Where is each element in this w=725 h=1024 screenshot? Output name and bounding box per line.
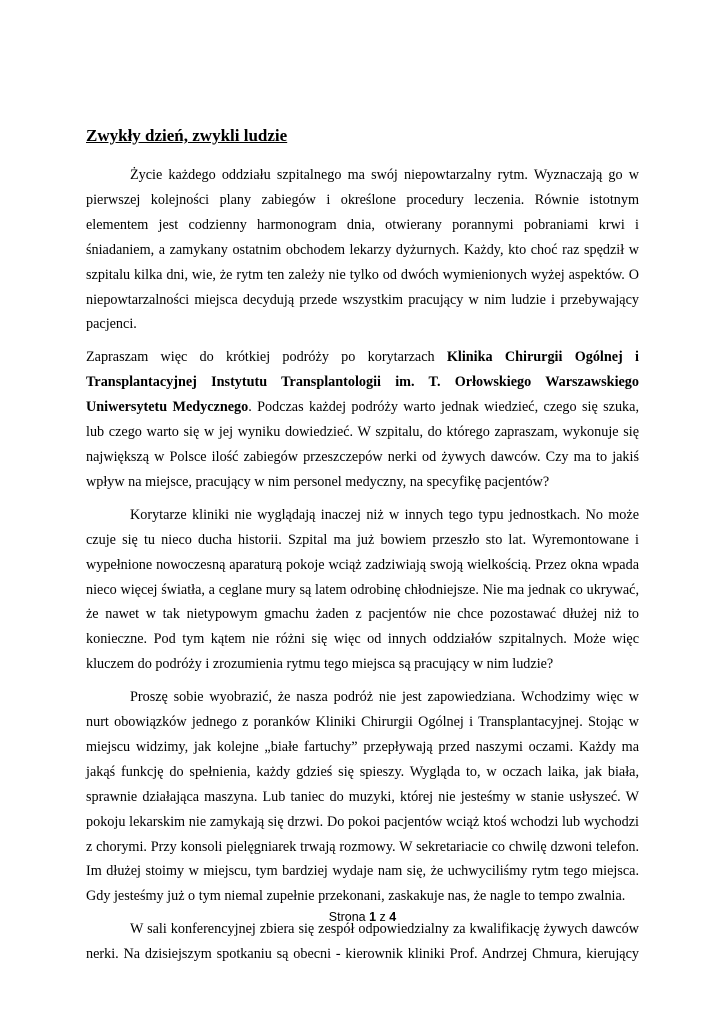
footer-separator: z xyxy=(376,910,390,924)
document-body xyxy=(86,163,639,967)
footer-page-total: 4 xyxy=(389,910,397,924)
paragraph-2-rest: . Podczas każdej podróży warto jednak wiedzieć, czego się szuka, lub czego warto się w jej wyniku dowiedzieć. W szpitalu, do którego zapraszam, wykonuje się największą w Polsce ilość zabiegów przeszczepów nerki od żywych dawców. Czy ma to jakiś wpływ na miejsce, pracujący w nim personel medyczny, na specyfikę pacjentów? xyxy=(86,399,639,490)
page-footer xyxy=(0,910,725,924)
footer-prefix: Strona xyxy=(328,910,370,924)
paragraph-5: W sali konferencyjnej zbiera się zespół odpowiedzialny za kwalifikację żywych dawców nerki. Na dzisiejszym spotkaniu są obecni - kierownik kliniki Prof. Andrzej Chmura, kierujący xyxy=(86,921,639,963)
paragraph-3: Korytarze kliniki nie wyglądają inaczej niż w innych tego typu jednostkach. No może czuje się tu nieco ducha historii. Szpital ma już bowiem przeszło sto lat. Wyremontowane i wypełnione nowoczesną aparaturą pokoje wciąż zadziwiają swoją wielkością. Przez okna wpada nieco więcej światła, a ceglane mury są latem odrobinę chłodniejsze. Nie ma jednak co ukrywać, że nawet w tak nietypowym gmachu żaden z pacjentów nie chce pozostawać dłużej niż to konieczne. Pod tym kątem nie różni się więc od innych oddziałów szpitalnych. Może więc kluczem do podróży i zrozumienia rytmu tego miejsca są pracujący w nim ludzie? xyxy=(86,506,639,673)
clinic-name: Klinika Chirurgii Ogólnej i Transplantacyjnej Instytutu Transplantologii im. T. Orłowskiego Warszawskiego Uniwersytetu Medycznego xyxy=(86,349,639,416)
paragraph-2 xyxy=(86,345,639,494)
footer-page-number: 1 xyxy=(369,910,377,924)
paragraph-1: Życie każdego oddziału szpitalnego ma swój niepowtarzalny rytm. Wyznaczają go w pierwszej kolejności plany zabiegów i określone procedury leczenia. Równie istotnym elementem jest codzienny harmonogram dnia, otwierany porannymi pobraniami krwi i śniadaniem, a zamykany ostatnim obchodem lekarzy dyżurnych. Każdy, kto choć raz spędził w szpitalu kilka dni, wie, że rytm ten zależy nie tylko od dwóch wymienionych wyżej aspektów. O niepowtarzalności miejsca decydują przede wszystkim pracujący w nim ludzie i przebywający pacjenci. xyxy=(86,167,639,333)
paragraph-2-intro: Zapraszam więc do krótkiej podróży po korytarzach xyxy=(86,349,447,366)
paragraph-4: Proszę sobie wyobrazić, że nasza podróż nie jest zapowiedziana. Wchodzimy więc w nurt obowiązków jednego z poranków Kliniki Chirurgii Ogólnej i Transplantacyjnej. Stojąc w miejscu widzimy, jak kolejne „białe fartuchy” przepływają przed naszymi oczami. Każdy ma jakąś funkcję do spełnienia, każdy gdzieś się spieszy. Wygląda to, w oczach laika, jak biała, sprawnie działająca maszyna. Lub taniec do muzyki, której nie jesteśmy w stanie usłyszeć. W pokoju lekarskim nie zamykają się drzwi. Do pokoi pacjentów wciąż ktoś wchodzi lub wychodzi z chorymi. Przy konsoli pielęgniarek trwają rozmowy. W sekretariacie co chwilę dzwoni telefon. Im dłużej stoimy w miejscu, tym bardziej wydaje nam się, że uchwyciliśmy rytm tego miejsca. Gdy jesteśmy już o tym niemal zupełnie przekonani, zaskakuje nas, że nagle to tempo zwalnia. xyxy=(86,689,639,905)
document-title: Zwykły dzień, zwykli ludzie xyxy=(86,126,288,145)
